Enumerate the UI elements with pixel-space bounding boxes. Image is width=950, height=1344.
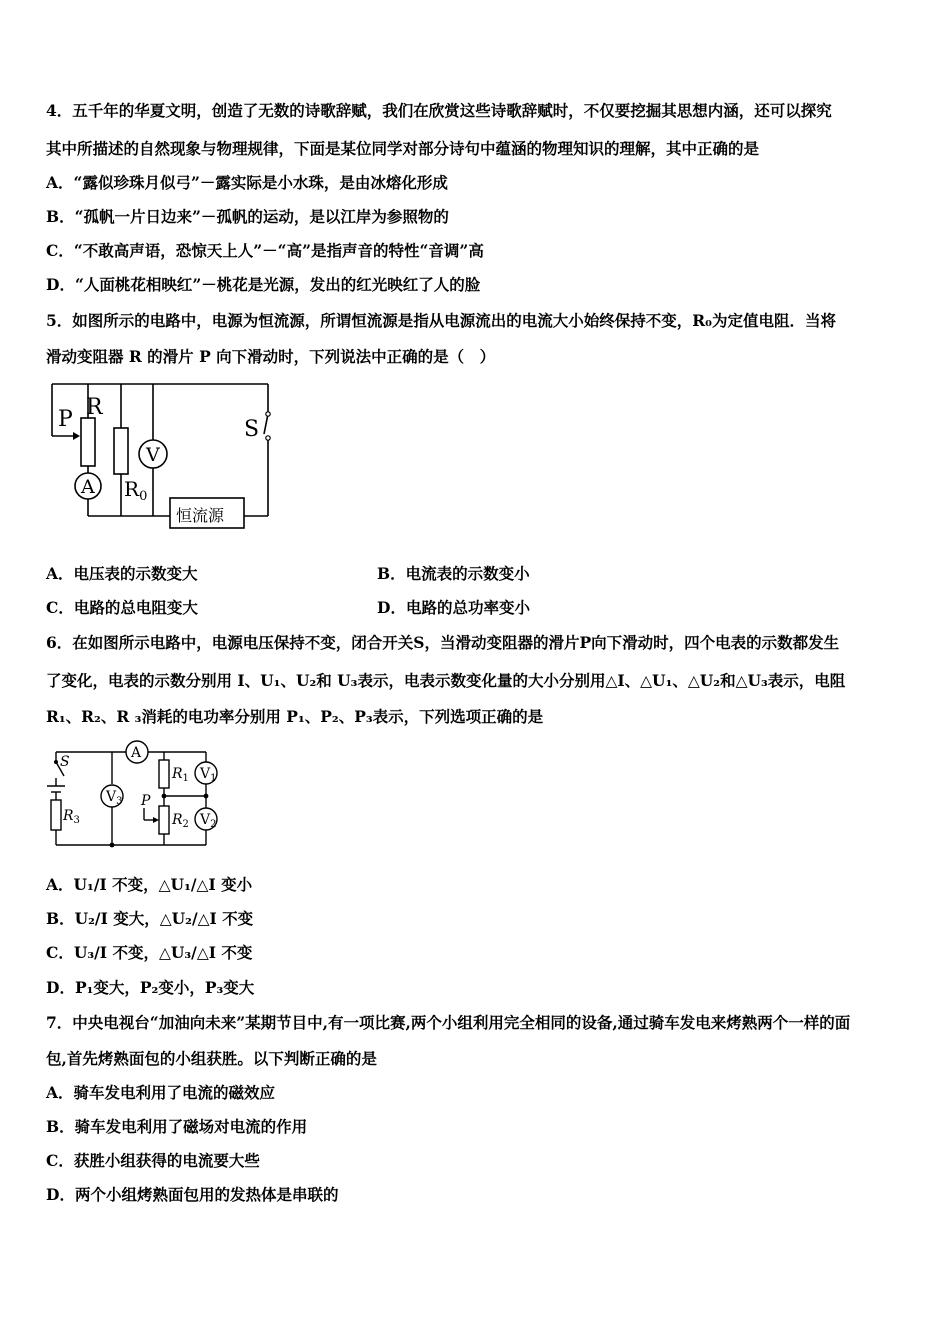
q5-label-R0 [124, 477, 147, 504]
q5-label-A: A [81, 476, 95, 498]
q5-source-label: 恒流源 [176, 506, 225, 525]
q5-stem-line-2: 滑动变阻器 R 的滑片 P 向下滑动时，下列说法中正确的是（ ） [46, 347, 496, 366]
q6-stem-line-1: 6．在如图所示电路中，电源电压保持不变，闭合开关S，当滑动变阻器的滑片P向下滑动时，四个电表的示数都发生 [46, 633, 840, 652]
q6-label-V1 [199, 766, 217, 784]
q6-label-V3 [105, 789, 123, 807]
q5-option-d: D．电路的总功率变小 [377, 598, 530, 617]
q6-option-d: D．P₁变大，P₂变小，P₃变大 [46, 978, 255, 997]
q5-option-b: B．电流表的示数变小 [377, 564, 530, 583]
q6-label-V1-main: V [200, 766, 211, 782]
q4-stem-line-2: 其中所描述的自然现象与物理规律，下面是某位同学对部分诗句中蕴涵的物理知识的理解，其中正确的是 [46, 139, 760, 158]
q6-label-V2 [199, 812, 217, 830]
q6-label-V3-main: V [106, 789, 117, 805]
q7-option-d: D．两个小组烤熟面包用的发热体是串联的 [46, 1185, 339, 1204]
q6-label-R3 [62, 808, 80, 826]
q6-label-A: A [131, 745, 142, 761]
q6-label-R1-sub: 1 [182, 773, 189, 784]
q4-option-c: C．“不敢高声语，恐惊天上人”－“高”是指声音的特性“音调”高 [46, 241, 484, 260]
q6-label-R1 [171, 766, 189, 784]
q4-stem-line-1: 4．五千年的华夏文明，创造了无数的诗歌辞赋，我们在欣赏这些诗歌辞赋时，不仅要挖掘其思想内涵，还可以探究 [46, 101, 832, 120]
q6-label-V2-main: V [200, 812, 211, 828]
q6-option-c: C．U₃/I 不变，△U₃/△I 不变 [46, 943, 253, 962]
q6-label-R3-sub: 3 [73, 815, 80, 826]
q7-option-b: B．骑车发电利用了磁场对电流的作用 [46, 1117, 308, 1136]
q6-label-R3-main: R [63, 808, 74, 824]
q6-label-S: S [60, 754, 70, 770]
q4-option-a: A．“露似珍珠月似弓”－露实际是小水珠，是由冰熔化形成 [46, 173, 448, 192]
q7-stem-line-1: 7．中央电视台“加油向未来”某期节目中,有一项比赛,两个小组利用完全相同的设备,通过骑车发电来烤熟两个一样的面 [46, 1013, 851, 1032]
q6-label-V2-sub: 2 [210, 819, 217, 830]
q6-label-R2 [171, 812, 189, 830]
q7-stem-line-2: 包,首先烤熟面包的小组获胜。以下判断正确的是 [46, 1049, 377, 1068]
q6-option-b: B．U₂/I 变大，△U₂/△I 不变 [46, 909, 254, 928]
q6-circuit-diagram [44, 740, 234, 852]
q5-stem-line-1: 5．如图所示的电路中，电源为恒流源，所谓恒流源是指从电源流出的电流大小始终保持不变，R₀为定值电阻．当将 [46, 311, 836, 330]
q6-label-V1-sub: 1 [210, 773, 217, 784]
q6-label-R2-sub: 2 [182, 819, 189, 830]
q4-option-d: D．“人面桃花相映红”－桃花是光源，发出的红光映红了人的脸 [46, 275, 481, 294]
q6-stem-line-2: 了变化，电表的示数分别用 I、U₁、U₂和 U₃表示，电表示数变化量的大小分别用△I、△U₁、△U₂和△U₃表示，电阻 [46, 671, 846, 690]
q5-label-S: S [244, 417, 260, 442]
q7-option-c: C．获胜小组获得的电流要大些 [46, 1151, 260, 1170]
q5-option-a: A．电压表的示数变大 [46, 564, 198, 583]
q6-option-a: A．U₁/I 不变，△U₁/△I 变小 [46, 875, 253, 894]
q6-label-R2-main: R [172, 812, 183, 828]
q5-circuit-diagram [44, 378, 284, 538]
q6-label-P: P [141, 793, 151, 809]
q6-label-V3-sub: 3 [116, 796, 123, 807]
q4-option-b: B．“孤帆一片日边来”－孤帆的运动，是以江岸为参照物的 [46, 207, 449, 226]
q5-label-V: V [146, 444, 160, 466]
q5-label-P: P [58, 407, 73, 432]
q6-label-R1-main: R [172, 766, 183, 782]
q6-stem-line-3: R₁、R₂、R ₃消耗的电功率分别用 P₁、P₂、P₃表示，下列选项正确的是 [46, 707, 544, 726]
q7-option-a: A．骑车发电利用了电流的磁效应 [46, 1083, 276, 1102]
q5-label-R0-main: R [124, 477, 140, 501]
q5-option-c: C．电路的总电阻变大 [46, 598, 198, 617]
q5-label-R0-sub: 0 [139, 489, 148, 504]
q5-label-R: R [86, 395, 103, 420]
